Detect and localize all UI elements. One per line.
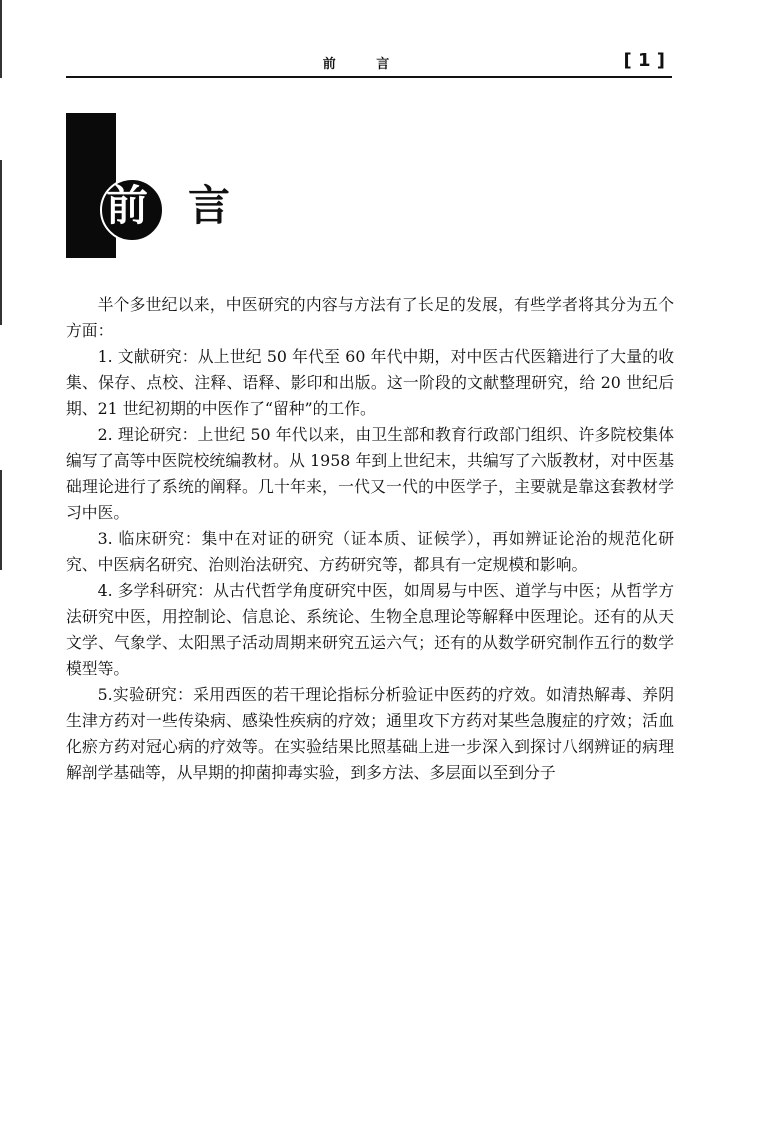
- body-text: [66, 292, 674, 786]
- page-edge-line: [0, 470, 2, 570]
- running-header: [0, 50, 761, 74]
- paragraph-theory-research: 2. 理论研究：上世纪 50 年代以来，由卫生部和教育行政部门组织、许多院校集体编写了高等中医院校统编教材。从 1958 年到上世纪末，共编写了六版教材，对中医基础理论进行了系统的阐释。几十年来，一代又一代的中医学子，主要就是靠这套教材学习中医。: [66, 425, 674, 522]
- paragraph-literature-research: 1. 文献研究：从上世纪 50 年代至 60 年代中期，对中医古代医籍进行了大量的收集、保存、点校、注释、语释、影印和出版。这一阶段的文献整理研究，给 20 世纪后期、21 世纪初期的中医作了“留种”的工作。: [66, 347, 674, 418]
- page-number: [ 1 ]: [623, 50, 665, 71]
- paragraph-clinical-research: 3. 临床研究：集中在对证的研究（证本质、证候学），再如辨证论治的规范化研究、中医病名研究、治则治法研究、方药研究等，都具有一定规模和影响。: [66, 529, 674, 574]
- chapter-title-rest: 言: [188, 181, 271, 230]
- header-rule: [66, 76, 672, 78]
- paragraph-intro: 半个多世纪以来，中医研究的内容与方法有了长足的发展，有些学者将其分为五个方面：: [66, 295, 674, 340]
- chapter-title: [106, 176, 270, 236]
- chapter-title-first-char: 前: [106, 181, 189, 230]
- paragraph-experimental-research: 5.实验研究：采用西医的若干理论指标分析验证中医药的疗效。如清热解毒、养阴生津方药对一些传染病、感染性疾病的疗效；通里攻下方药对某些急腹症的疗效；活血化瘀方药对冠心病的疗效等。在实验结果比照基础上进一步深入到探讨八纲辨证的病理解剖学基础等，从早期的抑菌抑毒实验，到多方法、多层面以至到分子: [66, 685, 674, 782]
- running-title: 前 言: [322, 57, 408, 72]
- paragraph-multidisciplinary-research: 4. 多学科研究：从古代哲学角度研究中医，如周易与中医、道学与中医；从哲学方法研究中医，用控制论、信息论、系统论、生物全息理论等解释中医理论。还有的从天文学、气象学、太阳黑子活动周期来研究五运六气；还有的从数学研究制作五行的数学模型等。: [66, 581, 674, 678]
- page-edge-line: [0, 160, 2, 325]
